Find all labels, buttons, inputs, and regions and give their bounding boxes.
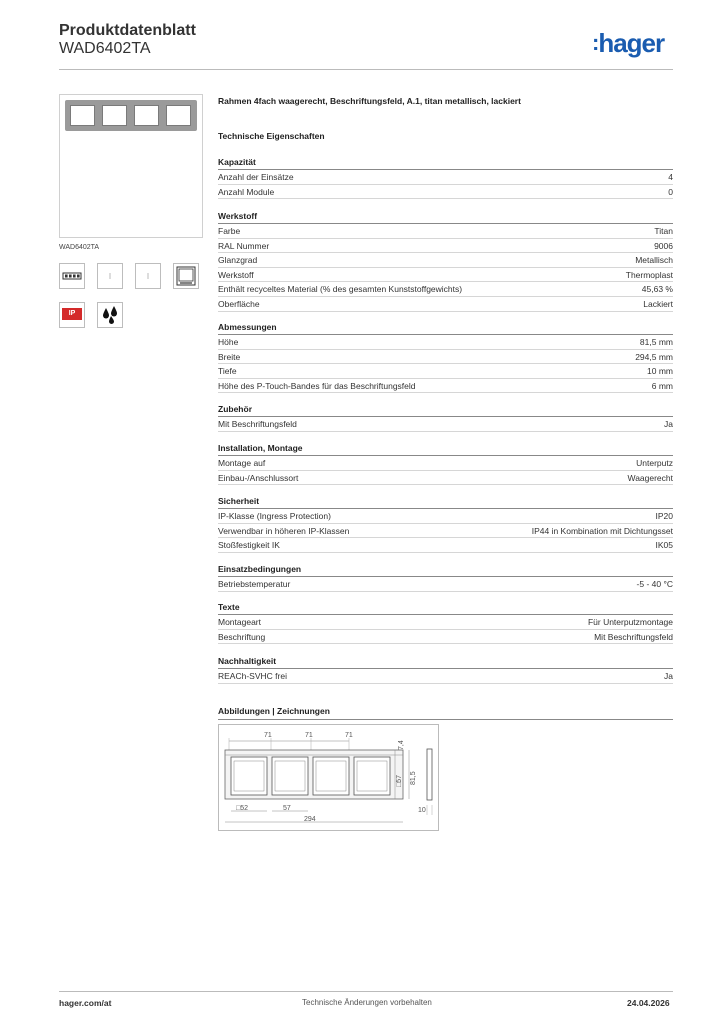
section-title: Texte <box>218 600 673 615</box>
spec-row <box>218 282 673 297</box>
spec-value: 6 mm <box>651 380 673 391</box>
spec-value: 45,63 % <box>641 284 673 295</box>
drawings-heading: Abbildungen | Zeichnungen <box>218 706 330 716</box>
section-title: Sicherheit <box>218 494 673 509</box>
section-kapazitaet <box>218 155 673 199</box>
product-code: WAD6402TA <box>59 40 151 57</box>
spec-row <box>218 268 673 283</box>
spec-row <box>218 253 673 268</box>
section-einsatzbedingungen <box>218 562 673 592</box>
spec-label: RAL Nummer <box>218 240 270 251</box>
dim-depth: 10 <box>418 807 426 814</box>
drawings-divider <box>218 719 673 720</box>
spec-label: Mit Beschriftungsfeld <box>218 419 297 429</box>
spec-label: Beschriftung <box>218 631 266 642</box>
section-title: Installation, Montage <box>218 441 673 456</box>
spec-label: Höhe <box>218 337 239 347</box>
single-line-icon <box>135 263 161 289</box>
section-title: Einsatzbedingungen <box>218 562 673 577</box>
spec-value: IP44 in Kombination mit Dichtungsset <box>531 525 673 536</box>
spec-row <box>218 239 673 254</box>
dim-label-height: 7,4 <box>398 740 405 750</box>
frame-4fold-icon <box>59 263 85 289</box>
spec-label: Glanzgrad <box>218 255 258 266</box>
ip-badge: IP <box>62 308 82 320</box>
spec-row <box>218 335 673 350</box>
spec-value: Unterputz <box>636 458 673 468</box>
single-line-icon <box>97 263 123 289</box>
spec-label: Höhe des P-Touch-Bandes für das Beschriftungsfeld <box>218 380 416 391</box>
spec-label: Anzahl der Einsätze <box>218 172 294 182</box>
water-drops-icon <box>97 302 123 328</box>
technical-drawing <box>218 724 439 831</box>
frame-4fold-picture <box>65 100 197 131</box>
spec-value: 0 <box>668 186 673 197</box>
section-sicherheit <box>218 494 673 553</box>
section-zubehoer <box>218 402 673 432</box>
spec-row <box>218 297 673 312</box>
dim-pitch-1: 71 <box>264 732 272 739</box>
spec-value: -5 - 40 °C <box>636 579 673 589</box>
spec-value: IP20 <box>655 511 673 521</box>
footer-divider <box>59 991 673 992</box>
spec-label: Montageart <box>218 617 261 627</box>
product-image <box>59 94 203 238</box>
label-field-icon <box>173 263 199 289</box>
spec-label: Anzahl Module <box>218 186 275 197</box>
section-title: Werkstoff <box>218 209 673 224</box>
spec-value: 81,5 mm <box>639 337 673 347</box>
spec-row <box>218 615 673 630</box>
section-abmessungen <box>218 320 673 393</box>
spec-value: Mit Beschriftungsfeld <box>594 631 673 642</box>
spec-label: Betriebstemperatur <box>218 579 291 589</box>
dim-cutout: □52 <box>236 805 249 812</box>
spec-row <box>218 224 673 239</box>
spec-row <box>218 350 673 365</box>
frame-slot <box>70 105 95 126</box>
logo-dots: : <box>592 30 599 55</box>
spec-row <box>218 417 673 432</box>
section-title: Kapazität <box>218 155 673 170</box>
tech-properties-heading: Technische Eigenschaften <box>218 131 325 141</box>
spec-label: Montage auf <box>218 458 266 468</box>
spec-label: IP-Klasse (Ingress Protection) <box>218 511 331 521</box>
logo-text: hager <box>598 28 665 58</box>
spec-value: 9006 <box>654 240 673 251</box>
image-caption: WAD6402TA <box>59 244 100 251</box>
spec-value: Thermoplast <box>625 269 673 280</box>
spec-row <box>218 379 673 394</box>
section-installation <box>218 441 673 485</box>
spec-value: Für Unterputzmontage <box>587 617 673 627</box>
section-title: Abmessungen <box>218 320 673 335</box>
dim-height: 81,5 <box>410 771 417 785</box>
frame-slot <box>102 105 127 126</box>
spec-row <box>218 364 673 379</box>
dim-width: 294 <box>304 816 316 823</box>
spec-label: Stoßfestigkeit IK <box>218 540 280 551</box>
dim-pitch-3: 71 <box>345 732 353 739</box>
spec-value: Metallisch <box>635 255 673 266</box>
spec-value: 10 mm <box>647 366 673 377</box>
footer-website-link[interactable]: hager.com/at <box>59 998 112 1008</box>
dim-pitch-2: 71 <box>305 732 313 739</box>
section-werkstoff <box>218 209 673 312</box>
spec-value: IK05 <box>655 540 673 551</box>
spec-value: Ja <box>664 671 673 681</box>
spec-row <box>218 456 673 471</box>
spec-row <box>218 185 673 200</box>
spec-label: Tiefe <box>218 366 237 377</box>
spec-label: Enthält recyceltes Material (% des gesamten Kunststoffgewichts) <box>218 284 463 295</box>
header-divider <box>59 69 673 70</box>
section-title: Nachhaltigkeit <box>218 654 673 669</box>
spec-value: Ja <box>664 419 673 429</box>
spec-label: REACh-SVHC frei <box>218 671 287 681</box>
section-nachhaltigkeit <box>218 654 673 684</box>
footer-note: Technische Änderungen vorbehalten <box>302 998 432 1007</box>
spec-row <box>218 538 673 553</box>
spec-label: Oberfläche <box>218 298 260 309</box>
frame-slot <box>134 105 159 126</box>
spec-value: 294,5 mm <box>635 351 673 362</box>
product-description: Rahmen 4fach waagerecht, Beschriftungsfeld, A.1, titan metallisch, lackiert <box>218 96 521 106</box>
document-title: Produktdatenblatt <box>59 22 196 39</box>
spec-label: Verwendbar in höheren IP-Klassen <box>218 525 350 536</box>
dim-inner-square: □57 <box>396 774 403 787</box>
spec-value: 4 <box>668 172 673 182</box>
hager-logo[interactable] <box>592 28 664 59</box>
spec-label: Breite <box>218 351 241 362</box>
spec-row <box>218 509 673 524</box>
spec-value: Waagerecht <box>627 472 673 483</box>
spec-label: Farbe <box>218 226 241 236</box>
spec-value: Titan <box>654 226 673 236</box>
section-title: Zubehör <box>218 402 673 417</box>
spec-row <box>218 630 673 645</box>
spec-label: Einbau-/Anschlussort <box>218 472 299 483</box>
spec-value: Lackiert <box>643 298 673 309</box>
spec-row <box>218 170 673 185</box>
spec-label: Werkstoff <box>218 269 254 280</box>
spec-row <box>218 524 673 539</box>
dim-offset: 57 <box>283 805 291 812</box>
spec-row <box>218 577 673 592</box>
spec-row <box>218 471 673 486</box>
spec-row <box>218 669 673 684</box>
frame-slot <box>166 105 191 126</box>
section-texte <box>218 600 673 644</box>
footer-date: 24.04.2026 <box>627 998 670 1008</box>
